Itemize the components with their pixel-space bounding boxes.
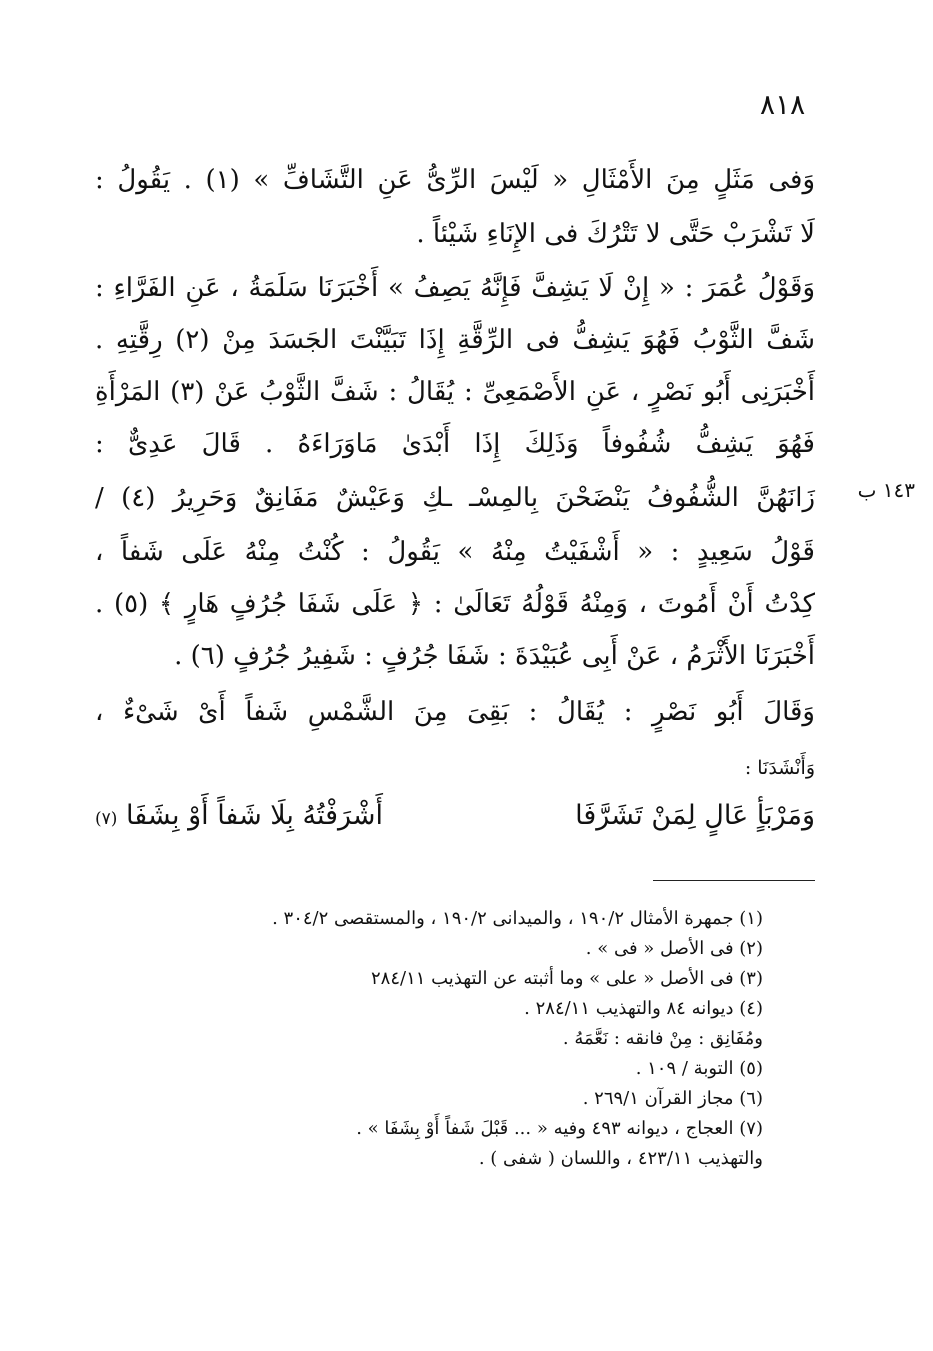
margin-note: ١٤٣ ب	[857, 478, 915, 502]
footnote: (٧) العجاج ، ديوانه ٤٩٣ وفيه « ... قَبْلَ شَفاً أَوْ بِشَفَا » .	[356, 1118, 763, 1139]
text-line: لَا تَشْرَبْ حَتَّى لا تَتْرُكَ فى الإِنَاءِ شَيْئاً .	[416, 219, 815, 249]
footnote-divider	[653, 880, 815, 881]
verse-second-hemistich-group	[95, 796, 383, 839]
footnote: (٥) التوبة / ١٠٩ .	[635, 1058, 763, 1079]
footnote: والتهذيب ٤٢٣/١١ ، واللسان ( شفى ) .	[478, 1148, 763, 1169]
footnote: (٢) فى الأصل « فى » .	[585, 938, 763, 959]
verse-first-hemistich: وَمَرْبَأٍ عَالٍ لِمَنْ تَشَرَّفَا	[575, 800, 815, 831]
text-line: وَأَنْشَدَنَا :	[744, 757, 815, 779]
text-line: وَفى مَثَلٍ مِنَ الأَمْثَالِ « لَيْسَ الرِّىُّ عَنِ التَّشَافِّ » (١) . يَقُولُ :	[95, 165, 815, 195]
text-line: وَقَوْلُ عُمَرَ : « إِنْ لَا يَشِفَّ فَإِنَّهُ يَصِفُ » أَخْبَرَنَا سَلَمَةُ ، عَنِ الفَرَّاءِ :	[95, 273, 815, 303]
text-line: فَهُوَ يَشِفُّ شُفُوفاً وَذَلِكَ إِذَا أَبْدَىٰ مَاوَرَاءَهُ . قَالَ عَدِىٌّ :	[95, 429, 815, 459]
footnote: ومُفَانِق : مِنْ فانقه : نَعَّمَهُ .	[562, 1028, 763, 1049]
text-line: أَخْبَرَنَا الأَثْرَمُ ، عَنْ أَبِى عُبَيْدَةَ : شَفَا جُرُفٍ : شَفِيرُ جُرُفٍ (٦) .	[174, 641, 815, 671]
text-line: قَوْلُ سَعِيدٍ : « أَشْفَيْتُ مِنْهُ » يَقُولُ : كُنْتُ مِنْهُ عَلَى شَفاً ،	[95, 537, 815, 567]
text-line: كِدْتُ أَنْ أَمُوتَ ، وَمِنْهُ قَوْلُهُ تَعَالَىٰ : ﴿ عَلَى شَفَا جُرُفٍ هَارٍ ﴾ (٥) .	[95, 589, 815, 619]
text-line: زَانَهُنَّ الشُّفُوفُ يَنْضَحْنَ بِالمِسْـ ـكِ وَعَيْشٌ مَفَانِقٌ وَحَرِيرُ (٤) /	[95, 483, 815, 513]
verse-footnote-ref: (٧)	[95, 809, 118, 829]
text-line: شَفَّ الثَّوْبُ فَهُوَ يَشِفُّ فى الرِّقَّةِ إِذَا تَبَيَّنْتَ الجَسَدَ مِنْ (٢) رِقَّتِهِ .	[95, 325, 815, 355]
footnote: (١) جمهرة الأمثال ١٩٠/٢ ، والميدانى ١٩٠/٢ ، والمستقصى ٣٠٤/٢ .	[272, 908, 763, 929]
text-line: وَقَالَ أَبُو نَصْرٍ : يُقَالُ : بَقِىَ مِنَ الشَّمْسِ شَفاً أَىْ شَىْءٌ ،	[95, 697, 815, 727]
verse-second-hemistich: أَشْرَفْتُهُ بِلَا شَفاً أَوْ بِشَفَا	[126, 800, 384, 831]
verse-line	[95, 796, 815, 839]
text-line: أَخْبَرَنِى أَبُو نَصْرٍ ، عَنِ الأَصْمَعِىِّ : يُقَالُ : شَفَّ الثَّوْبُ عَنْ (٣) المَرْأَةِ	[95, 377, 816, 407]
page-number: ٨١٨	[760, 88, 806, 121]
footnotes	[113, 904, 763, 1174]
footnote: (٣) فى الأصل « على » وما أثبته عن التهذيب ٢٨٤/١١	[371, 968, 763, 989]
footnote: (٦) مجاز القرآن ٢٦٩/١ .	[582, 1088, 763, 1109]
footnote: (٤) ديوانه ٨٤ والتهذيب ٢٨٤/١١ .	[524, 998, 763, 1019]
